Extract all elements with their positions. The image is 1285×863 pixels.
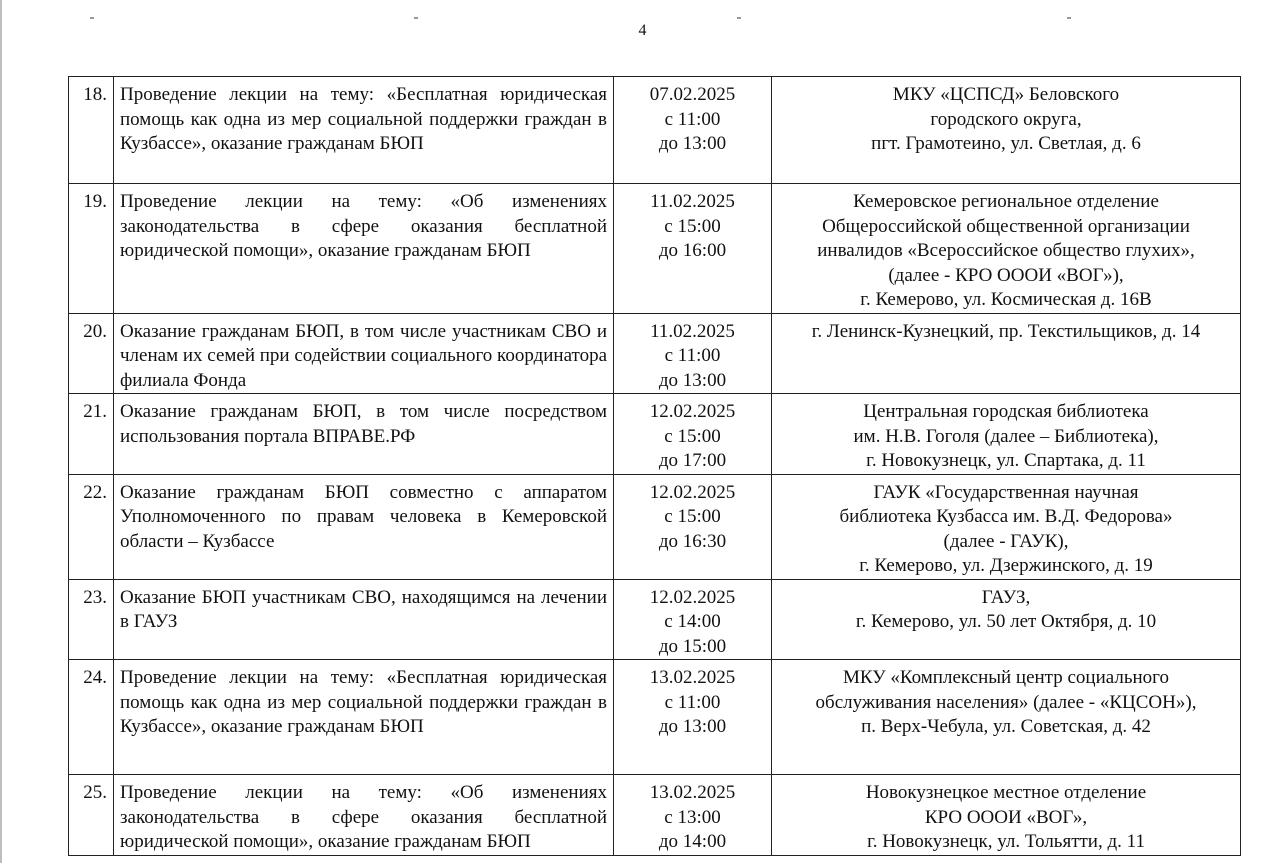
row-number: 20. <box>69 313 114 394</box>
event-time-to: до 16:30 <box>658 530 727 552</box>
location-line: Центральная городская библиотека <box>863 401 1149 422</box>
event-time-from: с 14:00 <box>664 611 721 632</box>
event-time-from: с 15:00 <box>664 506 721 527</box>
location-line: городского округа, <box>930 108 1082 130</box>
row-number: 24. <box>69 660 114 775</box>
event-location <box>772 77 1241 184</box>
event-time-from: с 15:00 <box>664 425 721 447</box>
event-description: Оказание гражданам БЮП, в том числе посредством использования портала ВПРАВЕ.РФ <box>114 394 614 475</box>
page-edge <box>0 0 2 863</box>
location-line: ГАУЗ, <box>981 586 1031 608</box>
event-description: Проведение лекции на тему: «Бесплатная юридическая помощь как одна из мер социальной поддержки граждан в Кузбассе», оказание гражданам БЮП <box>114 660 614 775</box>
event-description: Оказание БЮП участникам СВО, находящимся на лечении в ГАУЗ <box>114 579 614 660</box>
location-line: г. Ленинск-Кузнецкий, пр. Текстильщиков, д. 14 <box>811 320 1201 342</box>
scan-speck <box>90 17 94 19</box>
location-line: г. Новокузнецк, ул. Тольятти, д. 11 <box>867 831 1145 852</box>
location-line: г. Новокузнецк, ул. Спартака, д. 11 <box>866 450 1146 471</box>
event-description: Проведение лекции на тему: «Об изменениях законодательства в сфере оказания бесплатной юридической помощи», оказание гражданам БЮП <box>114 775 614 856</box>
event-datetime <box>614 313 772 394</box>
table-row <box>69 579 1241 660</box>
event-location <box>772 579 1241 660</box>
scan-speck <box>737 17 741 19</box>
location-line: г. Кемерово, ул. Космическая д. 16В <box>860 289 1152 310</box>
event-location <box>772 313 1241 394</box>
scan-speck <box>1067 17 1071 19</box>
event-datetime <box>614 474 772 579</box>
page-number: 4 <box>638 22 647 39</box>
location-line: библиотека Кузбасса им. В.Д. Федорова» <box>839 506 1173 527</box>
event-date: 12.02.2025 <box>649 481 736 503</box>
table-row <box>69 313 1241 394</box>
event-date: 13.02.2025 <box>649 667 736 688</box>
event-time-to: до 13:00 <box>658 133 727 154</box>
event-location <box>772 474 1241 579</box>
event-datetime <box>614 77 772 184</box>
event-description: Оказание гражданам БЮП, в том числе участникам СВО и членам их семей при содействии социального координатора филиала Фонда <box>114 313 614 394</box>
event-datetime <box>614 775 772 856</box>
event-time-from: с 11:00 <box>664 345 721 366</box>
table-row <box>69 394 1241 475</box>
location-line: г. Кемерово, ул. Дзержинского, д. 19 <box>859 555 1153 576</box>
event-time-to: до 13:00 <box>658 369 727 391</box>
location-line: им. Н.В. Гоголя (далее – Библиотека), <box>853 425 1159 447</box>
row-number: 18. <box>69 77 114 184</box>
event-datetime <box>614 579 772 660</box>
location-line: (далее - ГАУК), <box>943 530 1069 552</box>
location-line: Новокузнецкое местное отделение <box>865 782 1147 803</box>
location-line: КРО ОООИ «ВОГ», <box>924 806 1088 828</box>
row-number: 23. <box>69 579 114 660</box>
table-row <box>69 77 1241 184</box>
row-number: 25. <box>69 775 114 856</box>
location-line: МКУ «Комплексный центр социального <box>843 667 1169 688</box>
event-description: Проведение лекции на тему: «Бесплатная юридическая помощь как одна из мер социальной поддержки граждан в Кузбассе», оказание гражданам БЮП <box>114 77 614 184</box>
event-location <box>772 775 1241 856</box>
event-description: Оказание гражданам БЮП совместно с аппаратом Уполномоченного по правам человека в Кемеровской области – Кузбассе <box>114 474 614 579</box>
event-date: 07.02.2025 <box>649 84 736 105</box>
scan-speck <box>414 17 418 19</box>
event-time-from: с 11:00 <box>664 691 721 713</box>
event-time-to: до 17:00 <box>658 450 727 471</box>
event-description: Проведение лекции на тему: «Об изменениях законодательства в сфере оказания бесплатной юридической помощи», оказание гражданам БЮП <box>114 184 614 314</box>
row-number: 19. <box>69 184 114 314</box>
row-number: 22. <box>69 474 114 579</box>
event-datetime <box>614 660 772 775</box>
event-time-to: до 13:00 <box>658 716 727 737</box>
event-date: 12.02.2025 <box>649 401 736 422</box>
location-line: Общероссийской общественной организации <box>822 215 1190 237</box>
event-datetime <box>614 184 772 314</box>
event-date: 11.02.2025 <box>650 320 735 342</box>
event-time-from: с 11:00 <box>664 108 721 130</box>
table-row <box>69 184 1241 314</box>
location-line: Кемеровское региональное отделение <box>853 191 1159 212</box>
event-date: 13.02.2025 <box>649 782 736 803</box>
event-time-from: с 13:00 <box>664 806 721 828</box>
event-date: 12.02.2025 <box>649 586 736 608</box>
event-location <box>772 660 1241 775</box>
event-date: 11.02.2025 <box>650 191 735 212</box>
location-line: (далее - КРО ОООИ «ВОГ»), <box>888 264 1124 286</box>
event-datetime <box>614 394 772 475</box>
events-table <box>68 76 1241 856</box>
table-row <box>69 775 1241 856</box>
location-line: МКУ «ЦСПСД» Беловского <box>892 84 1120 105</box>
location-line: пгт. Грамотеино, ул. Светлая, д. 6 <box>871 133 1141 154</box>
location-line: обслуживания населения» (далее - «КЦСОН»), <box>815 691 1197 713</box>
location-line: п. Верх-Чебула, ул. Советская, д. 42 <box>861 716 1151 737</box>
location-line: инвалидов «Всероссийское общество глухих», <box>817 240 1195 261</box>
event-location <box>772 394 1241 475</box>
row-number: 21. <box>69 394 114 475</box>
location-line: г. Кемерово, ул. 50 лет Октября, д. 10 <box>855 611 1157 632</box>
table-row <box>69 474 1241 579</box>
table-row <box>69 660 1241 775</box>
event-time-to: до 14:00 <box>658 831 727 852</box>
event-time-to: до 15:00 <box>658 635 727 657</box>
event-time-from: с 15:00 <box>664 215 721 237</box>
location-line: ГАУК «Государственная научная <box>873 481 1139 503</box>
event-time-to: до 16:00 <box>658 240 727 261</box>
event-location <box>772 184 1241 314</box>
